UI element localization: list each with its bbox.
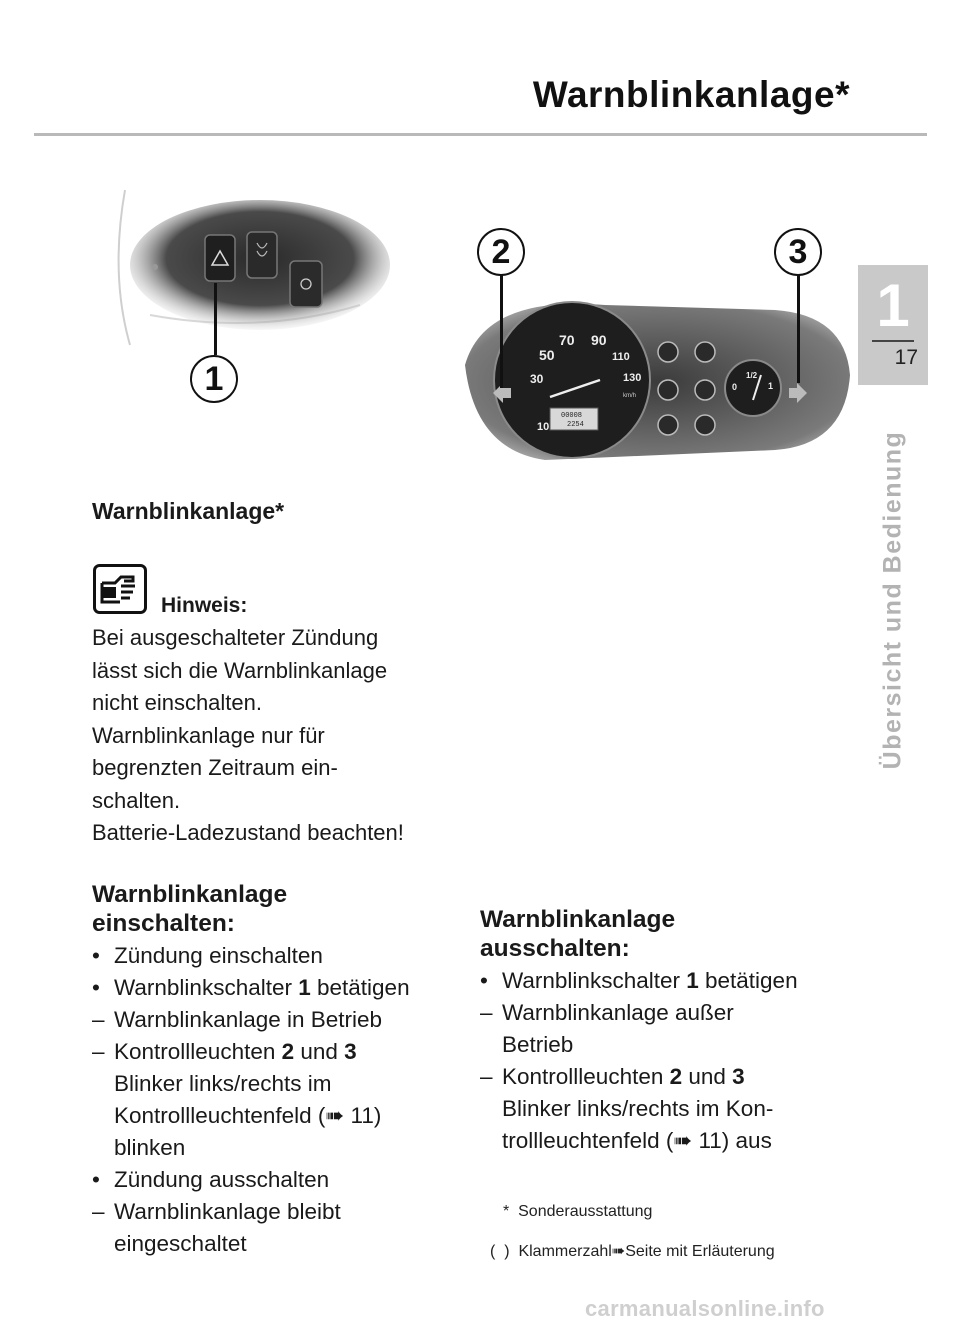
svg-text:2254: 2254 <box>567 421 584 429</box>
footnote-page-reference: ( ) Klammerzahl➠Seite mit Erläuterung <box>490 1243 775 1260</box>
switch-on-heading: Warnblinkanlage einschalten: <box>92 881 288 937</box>
callout-3-leader <box>797 273 800 383</box>
svg-text:130: 130 <box>623 372 642 384</box>
svg-text:10: 10 <box>537 421 550 433</box>
svg-text:0: 0 <box>732 382 738 392</box>
svg-text:km/h: km/h <box>623 393 637 399</box>
page-title: Warnblinkanlage* <box>532 74 850 115</box>
note-line: Bei ausgeschalteter Zündung <box>92 625 379 650</box>
list-item: – Kontrollleuchten 2 und 3 Blinker links/rechts im Kontrollleuchtenfeld (➠ 11) blinken <box>92 1039 382 1160</box>
hazard-switch-photo <box>110 185 400 405</box>
defrost-switch <box>290 261 322 307</box>
seat-heating-switch <box>247 232 277 278</box>
switch-off-heading: Warnblinkanlage ausschalten: <box>480 906 676 962</box>
list-item: – Warnblinkanlage bleibt eingeschaltet <box>92 1199 341 1256</box>
chapter-label: Übersicht und Bedienung <box>878 430 907 770</box>
svg-text:50: 50 <box>539 347 555 363</box>
hazard-switch <box>205 235 235 281</box>
switch-off-steps <box>480 965 860 1157</box>
footnote-special-equipment: * Sonderausstattung <box>503 1203 653 1220</box>
switch-off-instructions <box>480 905 860 1157</box>
note-line: Batterie-Ladezustand beachten! <box>92 820 404 845</box>
watermark: carmanualsonline.info <box>585 1296 825 1321</box>
svg-text:1/2: 1/2 <box>746 371 758 380</box>
callout-1-leader <box>214 283 217 355</box>
callout-2: 2 <box>477 228 525 276</box>
callout-1: 1 <box>190 355 238 403</box>
svg-text:110: 110 <box>612 351 630 363</box>
svg-text:70: 70 <box>559 332 575 348</box>
switch-on-steps <box>92 940 472 1260</box>
note-line: Warnblinkanlage nur für <box>92 722 325 748</box>
list-item: • Warnblinkschalter 1 betätigen <box>480 968 798 993</box>
switch-on-instructions <box>92 880 472 1260</box>
note-line: lässt sich die Warnblinkanlage <box>92 657 388 683</box>
svg-text:30: 30 <box>530 372 544 386</box>
note-line: nicht einschalten. <box>92 690 262 715</box>
callout-2-leader <box>500 273 503 388</box>
svg-text:1: 1 <box>768 381 774 391</box>
page-number: 17 <box>894 346 918 369</box>
section-heading: Warnblinkanlage* <box>92 498 285 524</box>
callout-3: 3 <box>774 228 822 276</box>
list-item: – Kontrollleuchten 2 und 3 Blinker links/rechts im Kon- trollleuchtenfeld (➠ 11) aus <box>480 1064 774 1153</box>
list-item: – Warnblinkanlage außer Betrieb <box>480 1000 734 1057</box>
list-item: • Warnblinkschalter 1 betätigen <box>92 975 410 1000</box>
note-label: Hinweis: <box>161 594 248 617</box>
note-body <box>92 622 472 850</box>
list-item: • Zündung einschalten <box>92 943 323 968</box>
note-line: begrenzten Zeitraum ein- <box>92 755 338 780</box>
chapter-number: 1 <box>876 272 910 339</box>
title-divider <box>34 133 927 136</box>
note-hand-icon <box>93 564 147 614</box>
list-item: • Zündung ausschalten <box>92 1167 330 1192</box>
note-line: schalten. <box>92 787 181 813</box>
list-item: – Warnblinkanlage in Betrieb <box>92 1007 383 1032</box>
chapter-tab-divider <box>872 340 914 342</box>
svg-text:00008: 00008 <box>561 412 583 420</box>
svg-text:90: 90 <box>591 332 607 348</box>
